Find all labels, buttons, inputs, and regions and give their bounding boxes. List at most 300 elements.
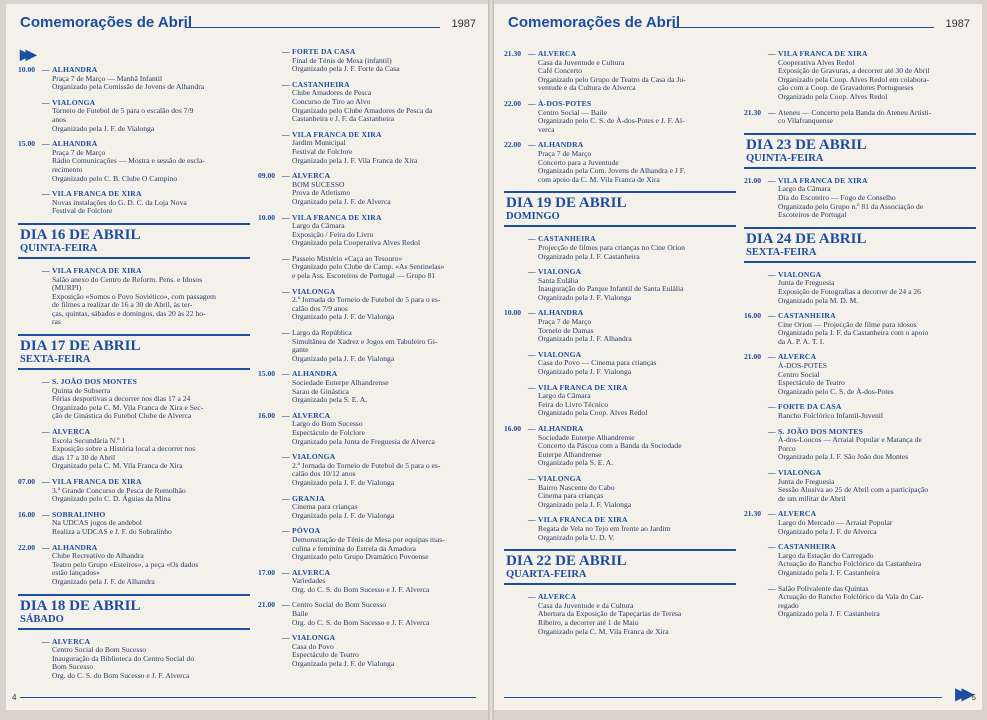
event-item xyxy=(504,309,736,343)
event-dash: — xyxy=(282,493,290,503)
event-time: 22.00 xyxy=(504,98,522,108)
event-time: 21.00 xyxy=(744,175,762,185)
event-line: e pela Ass. Escoteiros de Portugal — Grupo 81 xyxy=(292,271,436,281)
event-body xyxy=(778,428,976,462)
event-body xyxy=(778,312,976,346)
event-dash: — xyxy=(768,107,776,117)
day-heading xyxy=(504,191,736,227)
event-time xyxy=(18,378,42,421)
event-body xyxy=(52,544,250,587)
event-line: Organizado pela M. D. M. xyxy=(778,295,859,305)
event-time: 22.00 xyxy=(18,542,36,552)
event-place: ALHANDRA xyxy=(52,542,98,552)
event-line: Espectáculo de Folclore xyxy=(292,427,365,437)
event-dash: — xyxy=(42,377,50,387)
double-chevron-right-icon: ▶▶ xyxy=(20,46,32,62)
event-dash: — xyxy=(528,234,536,244)
event-dash: — xyxy=(768,583,776,593)
event-line: Praça 7 de Março xyxy=(538,148,592,158)
event-line: Praça 7 de Março xyxy=(538,317,592,327)
event-time xyxy=(258,527,282,561)
event-item xyxy=(258,453,480,487)
event-dash: — xyxy=(282,410,290,420)
event-body xyxy=(778,50,976,102)
event-time: 15.00 xyxy=(258,369,276,379)
event-line: Cooperativa Alves Redol xyxy=(778,57,855,67)
event-line: Organizado pela J. F. de Vialonga xyxy=(292,477,395,487)
header-title: Comemorações de Abril xyxy=(508,14,680,31)
event-item xyxy=(258,288,480,322)
day-date: DIA 23 DE ABRIL xyxy=(746,136,867,153)
event-body xyxy=(292,131,480,165)
event-body xyxy=(292,370,480,404)
event-place: VILA FRANCA DE XIRA xyxy=(52,265,142,275)
event-line: Variedades xyxy=(292,576,326,586)
event-time xyxy=(18,190,42,216)
event-dash: — xyxy=(528,349,536,359)
event-body xyxy=(292,527,480,561)
event-time: 21.30 xyxy=(504,49,522,58)
event-place: VILA FRANCA DE XIRA xyxy=(538,382,628,392)
event-line: Final de Ténis de Mesa (infantil) xyxy=(292,55,392,65)
day-date: DIA 16 DE ABRIL xyxy=(20,226,141,243)
event-dash: — xyxy=(42,427,50,437)
event-line: Na UDCAS jogos de andebol xyxy=(52,518,142,528)
event-time: 16.00 xyxy=(18,509,36,519)
event-item xyxy=(258,412,480,446)
event-line: Organizado pelo Grupo Dramático Povoense xyxy=(292,552,429,562)
event-line: Centro Social do Bom Sucesso xyxy=(292,600,387,610)
event-line: Exposição de Fotografias a decorrer de 24 a 26 xyxy=(778,286,921,296)
event-line: Rancho Folclórico Infantil-Juvenil xyxy=(778,411,884,421)
event-body xyxy=(292,214,480,248)
event-place: ALVERCA xyxy=(292,567,331,577)
event-line: Organizado pela J. F. de Vialonga xyxy=(292,659,395,669)
event-line: Organizado pela Junta de Freguesia de Alverca xyxy=(292,436,435,446)
event-line: Largo do Bom Sucesso xyxy=(292,419,363,429)
event-line: Organizado pela J. F. Vialonga xyxy=(538,367,632,377)
event-line: recimento xyxy=(52,164,83,174)
event-time: 21.30 xyxy=(744,509,762,519)
event-body xyxy=(52,66,250,92)
event-line: calão dos 10/12 anos xyxy=(292,469,356,479)
event-line: de filmes a realizar de 16 a 30 de Abril, às ter- xyxy=(52,300,193,310)
event-body xyxy=(778,403,976,420)
event-line: Projecção de filmes para crianças no Cine Orion xyxy=(538,242,685,252)
footer-rule xyxy=(504,697,942,698)
event-place: CASTANHEIRA xyxy=(778,311,836,321)
event-line: Exposição «Somos o Povo Soviético», com passagem xyxy=(52,291,216,301)
event-line: ção com a Coop. de Gravadores Portugueses xyxy=(778,83,914,93)
event-line: Praça 7 de Março xyxy=(52,147,106,157)
event-time xyxy=(744,585,768,619)
event-dash: — xyxy=(42,97,50,107)
event-place: VILA FRANCA DE XIRA xyxy=(778,175,868,185)
event-item xyxy=(258,495,480,521)
day-weekday: SEXTA-FEIRA xyxy=(20,354,91,366)
event-line: Organizado pela J. F. Vialonga xyxy=(538,292,632,302)
event-place: VILA FRANCA DE XIRA xyxy=(538,515,628,525)
header-year: 1987 xyxy=(451,18,476,30)
event-time xyxy=(744,428,768,462)
day-heading xyxy=(744,227,976,263)
event-line: culina e feminina do Estrela da Amadora xyxy=(292,543,416,553)
event-line: Abertura da Exposição de Tapeçarias de Teresa xyxy=(538,609,682,619)
event-line: Passeio Mistério «Caça ao Tesouro» xyxy=(292,253,403,263)
event-line: Café Concerto xyxy=(538,66,583,76)
event-line: 2.ª Jornada do Torneio de Futebol de 5 para o es- xyxy=(292,460,441,470)
event-place: VILA FRANCA DE XIRA xyxy=(52,189,142,199)
event-line: ventude e da Cultura de Alverca xyxy=(538,83,636,93)
event-time xyxy=(18,428,42,471)
event-time xyxy=(504,384,528,418)
event-dash: — xyxy=(528,473,536,483)
event-line: Organizado pelo Grupo de Teatro da Casa da Ju- xyxy=(538,74,686,84)
event-item xyxy=(258,172,480,206)
event-line: Bom Sucesso xyxy=(52,662,94,672)
event-dash: — xyxy=(768,542,776,552)
event-line: Realiza a UDCAS e J. F. do Sobralinho xyxy=(52,526,172,536)
event-body xyxy=(778,585,976,619)
event-item xyxy=(744,585,976,619)
event-dash: — xyxy=(282,369,290,379)
event-item xyxy=(18,478,250,504)
event-dash: — xyxy=(42,139,50,149)
event-line: Organizado pela J. F. Castanheira xyxy=(538,251,640,261)
event-item xyxy=(18,428,250,471)
event-line: Organizado pela C. M. Vila Franca de Xira xyxy=(538,626,669,636)
event-time xyxy=(18,638,42,681)
day-weekday: QUINTA-FEIRA xyxy=(20,242,98,254)
event-time xyxy=(18,267,42,327)
event-item xyxy=(744,403,976,420)
event-item xyxy=(258,131,480,165)
event-line: Junta de Freguesia xyxy=(778,278,835,288)
event-body xyxy=(292,453,480,487)
event-line: ças, quintas, sábados e domingos, das 20 às 22 ho- xyxy=(52,308,206,318)
event-line: Organizado pela J. F. de Vialonga xyxy=(52,123,155,133)
event-body xyxy=(538,50,736,93)
event-line: Jardim Municipal xyxy=(292,138,346,148)
event-place: ALVERCA xyxy=(538,592,577,602)
event-line: Bairro Nascente do Cabo xyxy=(538,482,615,492)
event-item xyxy=(744,353,976,396)
event-item xyxy=(504,593,736,636)
event-place: VILA FRANCA DE XIRA xyxy=(292,212,382,222)
event-item xyxy=(504,516,736,542)
event-time xyxy=(258,48,282,74)
event-body xyxy=(292,329,480,363)
event-line: Largo da República xyxy=(292,328,352,338)
event-body xyxy=(292,601,480,627)
event-body xyxy=(292,48,480,74)
event-line: Organizado pelo Clube de Camp. «As Sentinelas» xyxy=(292,262,445,272)
event-time xyxy=(744,543,768,577)
event-line: Organizado pela J. F. Forte da Casa xyxy=(292,64,400,74)
event-item xyxy=(258,255,480,281)
event-line: Salão Polivalente das Quintas xyxy=(778,583,869,593)
event-body xyxy=(778,469,976,503)
event-place: ALVERCA xyxy=(292,171,331,181)
event-line: Prova de Atletismo xyxy=(292,188,351,198)
event-line: Org. do C. S. do Bom Sucesso e J. F. Alverca xyxy=(292,617,430,627)
event-dash: — xyxy=(768,269,776,279)
event-item xyxy=(18,267,250,327)
event-place: VIALONGA xyxy=(292,452,336,462)
event-dash: — xyxy=(768,311,776,321)
event-line: Férias desportivas a decorrer nos dias 17 a 24 xyxy=(52,394,191,404)
event-dash: — xyxy=(282,79,290,89)
event-line: Organizado pela J. F. Vila Franca de Xira xyxy=(292,155,418,165)
event-body xyxy=(292,255,480,281)
event-line: Dia do Escoteiro — Fogo de Conselho xyxy=(778,192,896,202)
event-time: 07.00 xyxy=(18,477,36,486)
event-dash: — xyxy=(42,542,50,552)
event-dash: — xyxy=(42,265,50,275)
event-line: Cinema para crianças xyxy=(538,491,604,501)
day-date: DIA 18 DE ABRIL xyxy=(20,597,141,614)
event-time xyxy=(504,351,528,377)
event-dash: — xyxy=(282,328,290,338)
event-line: Org. do C. S. do Bom Sucesso e J. F. Alverca xyxy=(292,584,430,594)
event-line: Casa da Juventude e da Cultura xyxy=(538,600,634,610)
day-heading xyxy=(18,223,250,259)
event-line: Largo da Câmara xyxy=(538,391,591,401)
event-time xyxy=(744,271,768,305)
event-item xyxy=(18,638,250,681)
event-line: (MURPI) xyxy=(52,283,82,293)
event-line: Casa do Povo — Cinema para crianças xyxy=(538,358,657,368)
event-body xyxy=(292,569,480,595)
event-dash: — xyxy=(282,526,290,536)
event-time xyxy=(504,475,528,509)
event-time: 22.00 xyxy=(504,140,522,150)
event-place: ALHANDRA xyxy=(538,424,584,433)
event-line: Inauguração do Parque Infantil de Santa Eulália xyxy=(538,284,684,294)
event-place: FORTE DA CASA xyxy=(778,402,842,412)
event-body xyxy=(538,309,736,343)
event-place: CASTANHEIRA xyxy=(778,542,836,552)
event-item xyxy=(504,100,736,134)
day-weekday: SÁBADO xyxy=(20,613,64,625)
event-line: Org. do C. S. do Bom Sucesso e J. F. Alverca xyxy=(52,670,190,680)
day-weekday: QUINTA-FEIRA xyxy=(746,152,824,164)
event-body xyxy=(778,543,976,577)
event-dash: — xyxy=(282,253,290,263)
event-time xyxy=(258,329,282,363)
event-place: VIALONGA xyxy=(52,97,96,107)
event-dash: — xyxy=(282,171,290,181)
event-line: Organizado pelo Grupo n.º 81 da Associação de xyxy=(778,201,924,211)
event-line: Organizado pelo C. S. de À-dos-Potes xyxy=(778,386,894,396)
event-line: da A. P. A. T. I. xyxy=(778,336,825,346)
event-line: Organizado pela C. M. Vila Franca de Xira xyxy=(52,461,183,471)
event-line: Organizado pela Com. Jovens de Alhandra e J F. xyxy=(538,166,686,176)
event-line: Organizado pela J. F. de Vialonga xyxy=(292,353,395,363)
event-item xyxy=(744,50,976,102)
event-dash: — xyxy=(282,567,290,577)
event-time xyxy=(504,516,528,542)
event-line: Organizado pela Coop. Alves Redol xyxy=(778,91,888,101)
event-body xyxy=(538,516,736,542)
event-dash: — xyxy=(528,49,536,58)
event-line: Feira do Livro Técnico xyxy=(538,399,609,409)
event-line: Porco xyxy=(778,443,796,453)
event-item xyxy=(18,66,250,92)
header-year: 1987 xyxy=(945,18,970,30)
event-place: ALHANDRA xyxy=(52,139,98,149)
event-line: Organizado pela S. E. A. xyxy=(538,458,614,468)
event-dash: — xyxy=(42,477,50,486)
event-place: VIALONGA xyxy=(292,286,336,296)
event-place: ALHANDRA xyxy=(538,140,584,150)
event-body xyxy=(52,378,250,421)
event-place: GRANJA xyxy=(292,493,325,503)
event-body xyxy=(778,510,976,536)
event-line: Organizado pela Cooperativa Alves Redol xyxy=(292,238,421,248)
day-weekday: QUARTA-FEIRA xyxy=(506,569,587,581)
event-line: Baile xyxy=(292,609,309,619)
event-time xyxy=(258,453,282,487)
page-number: 5 xyxy=(971,693,976,702)
event-place: À-DOS-POTES xyxy=(538,98,592,108)
event-line: Concerto da Páscoa com a Banda da Sociedade xyxy=(538,441,682,451)
event-line: Largo da Câmara xyxy=(778,184,831,194)
event-body xyxy=(292,172,480,206)
event-line: Quinta de Subserra xyxy=(52,385,111,395)
event-line: Castanheira e J. F. da Castanheira xyxy=(292,114,395,124)
event-time xyxy=(18,99,42,133)
event-line: gante xyxy=(292,345,309,355)
event-line: Praça 7 de Março — Manhã Infantil xyxy=(52,73,163,83)
event-time xyxy=(258,495,282,521)
event-line: Cine Orion — Projecção de filme para idosos xyxy=(778,319,917,329)
event-dash: — xyxy=(282,452,290,462)
event-body xyxy=(538,235,736,261)
event-place: FORTE DA CASA xyxy=(292,47,356,56)
event-body xyxy=(538,593,736,636)
event-body xyxy=(778,353,976,396)
event-line: 2.ª Jornada do Torneio de Futebol de 5 para o es- xyxy=(292,295,441,305)
event-body xyxy=(538,425,736,468)
right-column-2 xyxy=(744,50,976,626)
event-item xyxy=(258,81,480,124)
event-line: Organizado pelo C. D. Águias da Mina xyxy=(52,494,171,504)
event-line: Organizado pela J. F. de Alverca xyxy=(292,196,391,206)
left-column-1 xyxy=(18,46,250,688)
event-item xyxy=(18,140,250,183)
event-place: VILA FRANCA DE XIRA xyxy=(778,49,868,58)
event-line: com apoio da C. M. Vila Franca de Xira xyxy=(538,174,660,184)
event-line: Organizado pela J. F. Castanheira xyxy=(778,567,880,577)
event-time xyxy=(504,235,528,261)
event-item xyxy=(18,378,250,421)
event-line: verca xyxy=(538,124,555,134)
event-line: anos xyxy=(52,114,66,124)
event-line: Largo da Câmara xyxy=(292,221,345,231)
event-line: 3.º Grande Concurso de Pesca de Remolhão xyxy=(52,485,186,495)
event-line: Salão anexo do Centro de Reform. Pens. e Idosos xyxy=(52,274,203,284)
event-place: S. JOÃO DOS MONTES xyxy=(778,426,864,436)
event-place: CASTANHEIRA xyxy=(292,79,350,89)
event-body xyxy=(292,634,480,668)
event-line: Cinema para crianças xyxy=(292,502,358,512)
event-item xyxy=(18,511,250,537)
event-line: Festival de Folclore xyxy=(292,146,353,156)
event-line: Regata de Vela no Tejo em frente ao Jardim xyxy=(538,523,671,533)
event-line: calão dos 7/9 anos xyxy=(292,303,348,313)
event-time xyxy=(744,403,768,420)
event-time xyxy=(258,131,282,165)
event-line: Espectáculo de Teatro xyxy=(778,378,845,388)
day-date: DIA 22 DE ABRIL xyxy=(506,553,627,570)
event-place: VIALONGA xyxy=(778,269,822,279)
day-date: DIA 19 DE ABRIL xyxy=(506,195,627,212)
event-dash: — xyxy=(282,129,290,139)
event-line: Largo da Estação do Carregado xyxy=(778,550,874,560)
event-place: ALHANDRA xyxy=(52,65,98,74)
event-body xyxy=(52,478,250,504)
event-time: 15.00 xyxy=(18,139,36,149)
event-place: VILA FRANCA DE XIRA xyxy=(292,129,382,139)
event-line: Torneio de Futebol de 5 para o escalão dos 7/9 xyxy=(52,106,194,116)
event-line: Organizado pela J. F. Castanheira xyxy=(778,609,880,619)
event-line: Torneio de Damas xyxy=(538,325,594,335)
event-body xyxy=(538,351,736,377)
event-item xyxy=(744,271,976,305)
event-item xyxy=(258,370,480,404)
page-header xyxy=(20,14,476,36)
event-dash: — xyxy=(528,98,536,108)
day-heading xyxy=(504,549,736,585)
event-dash: — xyxy=(282,286,290,296)
event-time: 21.00 xyxy=(258,600,276,610)
event-line: Organizado pela Coop. Alves Redol xyxy=(538,408,648,418)
event-time: 10.00 xyxy=(504,308,522,318)
event-line: Organizado pelo Clube Amadores de Pesca da xyxy=(292,105,433,115)
event-line: ção de Ginástica do Futebol Clube de Alverca xyxy=(52,411,192,421)
event-place: SOBRALINHO xyxy=(52,509,106,519)
double-chevron-right-icon: ▶▶ xyxy=(955,686,968,703)
event-dash: — xyxy=(42,636,50,646)
event-item xyxy=(504,351,736,377)
event-place: VIALONGA xyxy=(778,468,822,477)
event-item xyxy=(504,235,736,261)
event-dash: — xyxy=(528,592,536,602)
event-time: 10.00 xyxy=(18,65,36,74)
day-heading xyxy=(744,133,976,169)
event-item xyxy=(744,510,976,536)
event-dash: — xyxy=(528,140,536,150)
event-body xyxy=(52,267,250,327)
event-time xyxy=(744,469,768,503)
event-dash: — xyxy=(528,267,536,277)
event-dash: — xyxy=(282,600,290,610)
event-line: Inauguração da Biblioteca do Centro Social do xyxy=(52,653,195,663)
event-dash: — xyxy=(528,424,536,433)
event-line: dias 17 a 30 de Abril xyxy=(52,452,116,462)
event-item xyxy=(744,428,976,462)
event-line: Organizado pela J. F. de Vialonga xyxy=(292,312,395,322)
event-line: Simultânea de Xadrez e Jogos em Tabuleiro Gi- xyxy=(292,336,438,346)
event-dash: — xyxy=(768,426,776,436)
event-line: Teatro pelo Grupo «Esteiros», a peça «Os dados xyxy=(52,559,199,569)
page-number: 4 xyxy=(12,693,17,702)
footer-rule xyxy=(20,697,476,698)
event-line: Organizado pela J. F. de Alhandra xyxy=(52,576,155,586)
event-body xyxy=(778,271,976,305)
event-line: Organizado pelo C. B. Clube O Campino xyxy=(52,173,178,183)
